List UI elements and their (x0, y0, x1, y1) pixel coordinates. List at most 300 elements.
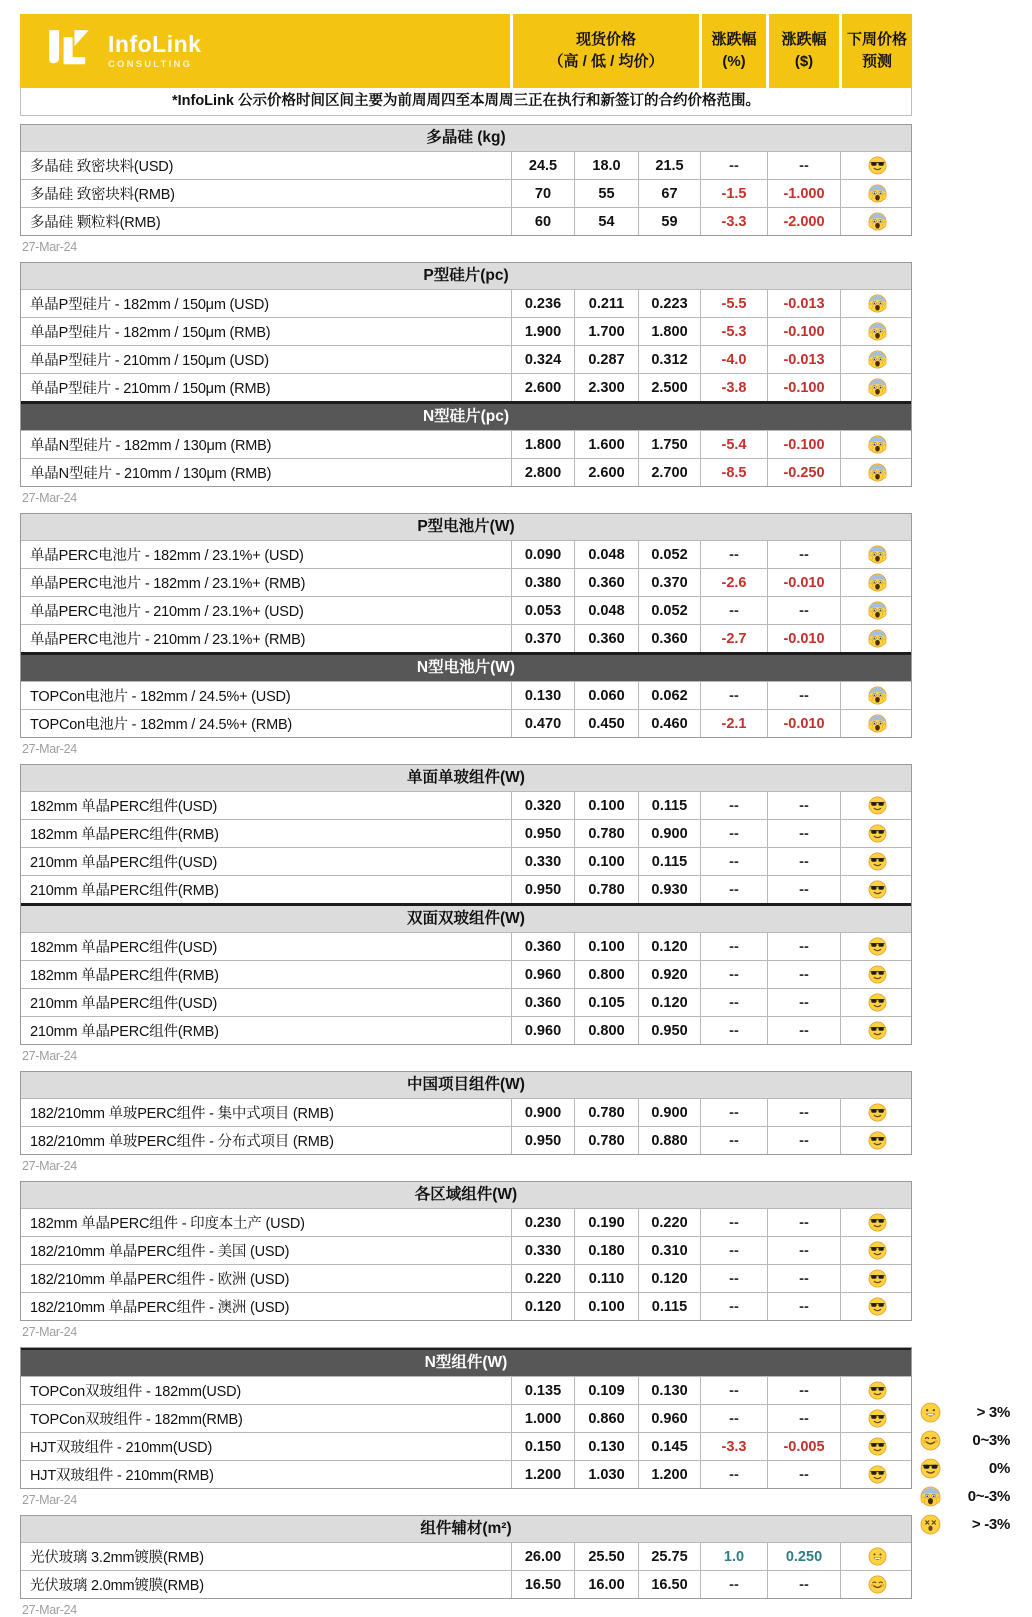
price-avg: 0.900 (638, 820, 700, 847)
date-label: 27-Mar-24 (22, 1049, 77, 1063)
price-low: 0.100 (574, 933, 638, 960)
legend-item (908, 1454, 1024, 1482)
table-row (21, 1016, 911, 1044)
product-name: 光伏玻璃 3.2mm镀膜(RMB) (30, 1550, 204, 1566)
legend-label: > -3% (971, 1515, 1010, 1533)
price-low: 0.211 (574, 290, 638, 317)
price-low: 18.0 (574, 152, 638, 179)
change-pct: -- (700, 1377, 767, 1404)
forecast-cool-emoji (840, 848, 913, 875)
price-high: 0.370 (511, 625, 574, 652)
price-high: 60 (511, 208, 574, 235)
change-pct: 1.0 (700, 1543, 767, 1570)
price-low: 16.00 (574, 1571, 638, 1598)
change-pct: -2.1 (700, 710, 767, 737)
change-pct: -- (700, 933, 767, 960)
price-low: 0.450 (574, 710, 638, 737)
price-avg: 1.800 (638, 318, 700, 345)
product-name: HJT双玻组件 - 210mm(RMB) (30, 1468, 214, 1484)
product-name: 单晶N型硅片 - 182mm / 130μm (RMB) (30, 438, 272, 454)
product-name: 182/210mm 单玻PERC组件 - 分布式项目 (RMB) (30, 1134, 334, 1150)
price-high: 0.090 (511, 541, 574, 568)
change-pct: -- (700, 1405, 767, 1432)
group-table (20, 1515, 912, 1599)
price-avg: 2.500 (638, 374, 700, 401)
table-row (21, 709, 911, 737)
price-high: 0.150 (511, 1433, 574, 1460)
forecast-scream-emoji (840, 710, 913, 737)
forecast-cool-emoji (840, 933, 913, 960)
price-low: 2.600 (574, 459, 638, 486)
change-usd: -0.005 (767, 1433, 840, 1460)
table-row (21, 1542, 911, 1570)
price-high: 0.950 (511, 820, 574, 847)
price-high: 16.50 (511, 1571, 574, 1598)
table-row (21, 289, 911, 317)
change-pct: -- (700, 989, 767, 1016)
change-usd: -- (767, 1237, 840, 1264)
legend-item (908, 1398, 1024, 1426)
price-high: 0.900 (511, 1099, 574, 1126)
table-row (21, 988, 911, 1016)
change-usd-title: 涨跌幅 (781, 31, 827, 49)
table-row (21, 1098, 911, 1126)
infolink-logo (20, 14, 510, 88)
product-name: HJT双玻组件 - 210mm(USD) (30, 1440, 213, 1456)
change-pct: -- (700, 682, 767, 709)
table-row (21, 932, 911, 960)
change-pct: -- (700, 152, 767, 179)
change-pct: -- (700, 1099, 767, 1126)
price-avg: 0.900 (638, 1099, 700, 1126)
product-name: 单晶N型硅片 - 210mm / 130μm (RMB) (30, 466, 272, 482)
forecast-cool-emoji (840, 1265, 913, 1292)
forecast-scream-emoji (840, 459, 913, 486)
price-low: 0.100 (574, 792, 638, 819)
forecast-cool-emoji (840, 989, 913, 1016)
price-avg: 0.312 (638, 346, 700, 373)
legend-smile-emoji (908, 1430, 952, 1451)
forecast-cool-emoji (840, 792, 913, 819)
legend-label: 0~3% (972, 1431, 1010, 1449)
price-high: 1.000 (511, 1405, 574, 1432)
infolink-logo-icon (42, 26, 96, 77)
legend-label: > 3% (976, 1403, 1010, 1421)
legend-grin-emoji (908, 1402, 952, 1423)
forecast-cool-emoji (840, 1209, 913, 1236)
change-usd: -- (767, 1571, 840, 1598)
forecast-cool-emoji (840, 1127, 913, 1154)
price-high: 1.900 (511, 318, 574, 345)
forecast-scream-emoji (840, 290, 913, 317)
change-usd: -- (767, 1377, 840, 1404)
change-pct: -3.3 (700, 208, 767, 235)
change-pct: -8.5 (700, 459, 767, 486)
section-header: N型电池片(W) (21, 652, 911, 681)
group-table (20, 1347, 912, 1489)
price-avg: 0.145 (638, 1433, 700, 1460)
change-usd: -- (767, 1127, 840, 1154)
table-row (21, 875, 911, 903)
section-header: 组件辅材(m²) (21, 1516, 911, 1542)
change-pct: -- (700, 1237, 767, 1264)
change-pct: -- (700, 1265, 767, 1292)
forecast-cool-emoji (840, 1017, 913, 1044)
change-usd: -- (767, 597, 840, 624)
change-usd: -- (767, 1265, 840, 1292)
price-high: 0.135 (511, 1377, 574, 1404)
change-pct-unit: (%) (722, 53, 746, 70)
group-table (20, 1071, 912, 1155)
column-header-spot-price (510, 14, 699, 88)
forecast-emoji-legend (908, 1398, 1024, 1538)
price-high: 0.470 (511, 710, 574, 737)
product-name: 210mm 单晶PERC组件(RMB) (30, 1024, 219, 1040)
forecast-cool-emoji (840, 1433, 913, 1460)
table-row (21, 430, 911, 458)
table-row (21, 1460, 911, 1488)
price-low: 0.130 (574, 1433, 638, 1460)
change-usd: -2.000 (767, 208, 840, 235)
change-usd: 0.250 (767, 1543, 840, 1570)
price-avg: 0.310 (638, 1237, 700, 1264)
product-name: 182/210mm 单晶PERC组件 - 澳洲 (USD) (30, 1300, 290, 1316)
section-header: N型组件(W) (21, 1348, 911, 1376)
spot-price-subtitle: （高 / 低 / 均价） (548, 53, 664, 70)
change-usd: -- (767, 1293, 840, 1320)
change-usd: -0.010 (767, 710, 840, 737)
change-pct: -1.5 (700, 180, 767, 207)
change-usd: -- (767, 792, 840, 819)
change-pct: -- (700, 1209, 767, 1236)
product-name: TOPCon双玻组件 - 182mm(USD) (30, 1384, 242, 1400)
price-high: 0.320 (511, 792, 574, 819)
price-avg: 59 (638, 208, 700, 235)
table-row (21, 791, 911, 819)
price-avg: 0.120 (638, 989, 700, 1016)
price-avg: 0.930 (638, 876, 700, 903)
change-pct: -- (700, 848, 767, 875)
price-high: 70 (511, 180, 574, 207)
price-low: 0.048 (574, 541, 638, 568)
product-name: TOPCon双玻组件 - 182mm(RMB) (30, 1412, 243, 1428)
forecast-cool-emoji (840, 1377, 913, 1404)
column-header-change-usd (766, 14, 839, 88)
table-row (21, 1292, 911, 1320)
product-name: 182/210mm 单晶PERC组件 - 美国 (USD) (30, 1244, 290, 1260)
change-usd: -- (767, 933, 840, 960)
table-row (21, 1570, 911, 1598)
change-pct: -- (700, 1127, 767, 1154)
price-avg: 21.5 (638, 152, 700, 179)
section-header: 各区域组件(W) (21, 1182, 911, 1208)
forecast-scream-emoji (840, 318, 913, 345)
table-row (21, 1208, 911, 1236)
product-name: 单晶PERC电池片 - 210mm / 23.1%+ (RMB) (30, 632, 306, 648)
price-low: 1.700 (574, 318, 638, 345)
price-high: 2.800 (511, 459, 574, 486)
change-pct: -- (700, 792, 767, 819)
change-pct: -- (700, 1571, 767, 1598)
section-header: 多晶硅 (kg) (21, 125, 911, 151)
price-low: 0.780 (574, 1099, 638, 1126)
price-low: 0.800 (574, 961, 638, 988)
table-row (21, 373, 911, 401)
table-row (21, 179, 911, 207)
price-group (20, 124, 912, 254)
forecast-cool-emoji (840, 1293, 913, 1320)
change-usd: -- (767, 848, 840, 875)
change-usd: -0.100 (767, 318, 840, 345)
product-name: 光伏玻璃 2.0mm镀膜(RMB) (30, 1578, 204, 1594)
legend-label: 0~-3% (967, 1487, 1010, 1505)
forecast-cool-emoji (840, 876, 913, 903)
change-usd-unit: ($) (794, 53, 814, 70)
price-avg: 0.115 (638, 792, 700, 819)
change-pct: -- (700, 1293, 767, 1320)
change-usd: -0.010 (767, 625, 840, 652)
price-low: 0.360 (574, 569, 638, 596)
product-name: 182/210mm 单玻PERC组件 - 集中式项目 (RMB) (30, 1106, 334, 1122)
price-avg: 0.120 (638, 1265, 700, 1292)
price-table-groups (20, 124, 912, 1617)
price-low: 0.800 (574, 1017, 638, 1044)
section-header: N型硅片(pc) (21, 401, 911, 430)
price-period-note: *InfoLink 公示价格时间区间主要为前周周四至本周周三正在执行和新签订的合约价格范围。 (20, 88, 912, 116)
forecast-scream-emoji (840, 431, 913, 458)
change-usd: -- (767, 1405, 840, 1432)
price-group (20, 1515, 912, 1617)
product-name: 单晶P型硅片 - 182mm / 150μm (RMB) (30, 325, 271, 341)
change-usd: -0.013 (767, 346, 840, 373)
price-high: 0.324 (511, 346, 574, 373)
product-name: TOPCon电池片 - 182mm / 24.5%+ (USD) (30, 689, 291, 705)
forecast-scream-emoji (840, 180, 913, 207)
change-pct: -2.6 (700, 569, 767, 596)
product-name: 多晶硅 颗粒料(RMB) (30, 215, 161, 231)
group-table (20, 513, 912, 738)
table-row (21, 1264, 911, 1292)
price-avg: 0.960 (638, 1405, 700, 1432)
table-row (21, 317, 911, 345)
change-pct: -- (700, 541, 767, 568)
price-low: 0.048 (574, 597, 638, 624)
product-name: 单晶P型硅片 - 210mm / 150μm (RMB) (30, 381, 271, 397)
product-name: 210mm 单晶PERC组件(USD) (30, 996, 218, 1012)
group-table (20, 764, 912, 1045)
change-usd: -- (767, 152, 840, 179)
price-high: 1.800 (511, 431, 574, 458)
product-name: 多晶硅 致密块料(USD) (30, 159, 174, 175)
change-pct: -- (700, 961, 767, 988)
table-row (21, 568, 911, 596)
legend-label: 0% (988, 1459, 1010, 1477)
table-row (21, 596, 911, 624)
price-group (20, 1347, 912, 1507)
forecast-cool-emoji (840, 1405, 913, 1432)
forecast-cool-emoji (840, 961, 913, 988)
table-row (21, 1404, 911, 1432)
price-low: 0.100 (574, 848, 638, 875)
group-table (20, 262, 912, 487)
column-header-forecast (839, 14, 912, 88)
brand-name: InfoLink (108, 31, 202, 58)
price-low: 0.110 (574, 1265, 638, 1292)
forecast-grin-emoji (840, 1543, 913, 1570)
price-high: 24.5 (511, 152, 574, 179)
product-name: 182mm 单晶PERC组件(RMB) (30, 827, 219, 843)
price-low: 55 (574, 180, 638, 207)
product-name: 单晶P型硅片 - 210mm / 150μm (USD) (30, 353, 269, 369)
price-high: 0.120 (511, 1293, 574, 1320)
section-header: 单面单玻组件(W) (21, 765, 911, 791)
product-name: 182mm 单晶PERC组件(USD) (30, 940, 218, 956)
price-high: 0.230 (511, 1209, 574, 1236)
table-row (21, 345, 911, 373)
legend-cool-emoji (908, 1458, 952, 1479)
price-high: 0.220 (511, 1265, 574, 1292)
table-row (21, 819, 911, 847)
legend-item (908, 1426, 1024, 1454)
price-high: 0.360 (511, 989, 574, 1016)
forecast-scream-emoji (840, 569, 913, 596)
change-pct: -3.8 (700, 374, 767, 401)
product-name: 单晶PERC电池片 - 182mm / 23.1%+ (RMB) (30, 576, 306, 592)
price-low: 0.360 (574, 625, 638, 652)
price-low: 0.060 (574, 682, 638, 709)
price-avg: 0.880 (638, 1127, 700, 1154)
price-avg: 0.120 (638, 933, 700, 960)
product-name: 单晶PERC电池片 - 182mm / 23.1%+ (USD) (30, 548, 304, 564)
price-low: 0.180 (574, 1237, 638, 1264)
price-avg: 1.200 (638, 1461, 700, 1488)
price-avg: 1.750 (638, 431, 700, 458)
change-usd: -- (767, 989, 840, 1016)
change-pct: -4.0 (700, 346, 767, 373)
forecast-cool-emoji (840, 820, 913, 847)
date-label: 27-Mar-24 (22, 1493, 77, 1507)
price-low: 1.600 (574, 431, 638, 458)
date-label: 27-Mar-24 (22, 1159, 77, 1173)
change-pct: -- (700, 1461, 767, 1488)
change-pct: -5.4 (700, 431, 767, 458)
product-name: 210mm 单晶PERC组件(RMB) (30, 883, 219, 899)
change-usd: -0.010 (767, 569, 840, 596)
price-high: 0.130 (511, 682, 574, 709)
price-high: 0.950 (511, 876, 574, 903)
report-header (20, 14, 912, 88)
price-high: 0.330 (511, 1237, 574, 1264)
date-label: 27-Mar-24 (22, 240, 77, 254)
change-pct: -- (700, 820, 767, 847)
price-low: 0.105 (574, 989, 638, 1016)
product-name: 单晶P型硅片 - 182mm / 150μm (USD) (30, 297, 269, 313)
price-avg: 0.115 (638, 848, 700, 875)
change-usd: -0.250 (767, 459, 840, 486)
price-high: 0.053 (511, 597, 574, 624)
group-table (20, 124, 912, 236)
table-row (21, 681, 911, 709)
table-row (21, 1376, 911, 1404)
forecast-scream-emoji (840, 374, 913, 401)
change-usd: -- (767, 1099, 840, 1126)
price-group (20, 1181, 912, 1339)
product-name: 182mm 单晶PERC组件 - 印度本土产 (USD) (30, 1216, 305, 1232)
product-name: 多晶硅 致密块料(RMB) (30, 187, 175, 203)
forecast-cool-emoji (840, 1461, 913, 1488)
forecast-subtitle: 预测 (861, 53, 892, 70)
price-avg: 16.50 (638, 1571, 700, 1598)
change-usd: -0.013 (767, 290, 840, 317)
price-group (20, 1071, 912, 1173)
legend-dizzy-emoji (908, 1514, 952, 1535)
change-pct: -5.5 (700, 290, 767, 317)
price-avg: 0.370 (638, 569, 700, 596)
price-high: 0.960 (511, 1017, 574, 1044)
price-high: 0.380 (511, 569, 574, 596)
legend-item (908, 1510, 1024, 1538)
table-row (21, 624, 911, 652)
price-avg: 0.460 (638, 710, 700, 737)
table-row (21, 960, 911, 988)
price-high: 2.600 (511, 374, 574, 401)
spot-price-title: 现货价格 (575, 31, 636, 49)
change-usd: -- (767, 1017, 840, 1044)
price-high: 0.236 (511, 290, 574, 317)
price-avg: 25.75 (638, 1543, 700, 1570)
price-avg: 0.130 (638, 1377, 700, 1404)
forecast-scream-emoji (840, 625, 913, 652)
table-row (21, 1126, 911, 1154)
price-low: 0.780 (574, 1127, 638, 1154)
price-low: 0.780 (574, 876, 638, 903)
group-table (20, 1181, 912, 1321)
price-avg: 0.223 (638, 290, 700, 317)
change-pct: -3.3 (700, 1433, 767, 1460)
column-header-change-pct (699, 14, 766, 88)
change-usd: -1.000 (767, 180, 840, 207)
table-row (21, 540, 911, 568)
price-avg: 0.360 (638, 625, 700, 652)
price-avg: 0.062 (638, 682, 700, 709)
price-low: 0.190 (574, 1209, 638, 1236)
forecast-title: 下周价格 (846, 31, 907, 49)
price-high: 0.330 (511, 848, 574, 875)
table-row (21, 207, 911, 235)
product-name: 182mm 单晶PERC组件(RMB) (30, 968, 219, 984)
price-low: 0.100 (574, 1293, 638, 1320)
table-row (21, 1236, 911, 1264)
date-label: 27-Mar-24 (22, 1325, 77, 1339)
change-usd: -- (767, 820, 840, 847)
forecast-scream-emoji (840, 346, 913, 373)
forecast-scream-emoji (840, 208, 913, 235)
price-avg: 0.920 (638, 961, 700, 988)
product-name: 182/210mm 单晶PERC组件 - 欧洲 (USD) (30, 1272, 290, 1288)
price-high: 0.360 (511, 933, 574, 960)
change-pct: -- (700, 597, 767, 624)
price-avg: 2.700 (638, 459, 700, 486)
price-low: 1.030 (574, 1461, 638, 1488)
price-high: 26.00 (511, 1543, 574, 1570)
forecast-cool-emoji (840, 152, 913, 179)
change-usd: -- (767, 682, 840, 709)
change-pct: -5.3 (700, 318, 767, 345)
change-usd: -- (767, 541, 840, 568)
change-usd: -0.100 (767, 431, 840, 458)
date-label: 27-Mar-24 (22, 742, 77, 756)
product-name: 182mm 单晶PERC组件(USD) (30, 799, 218, 815)
